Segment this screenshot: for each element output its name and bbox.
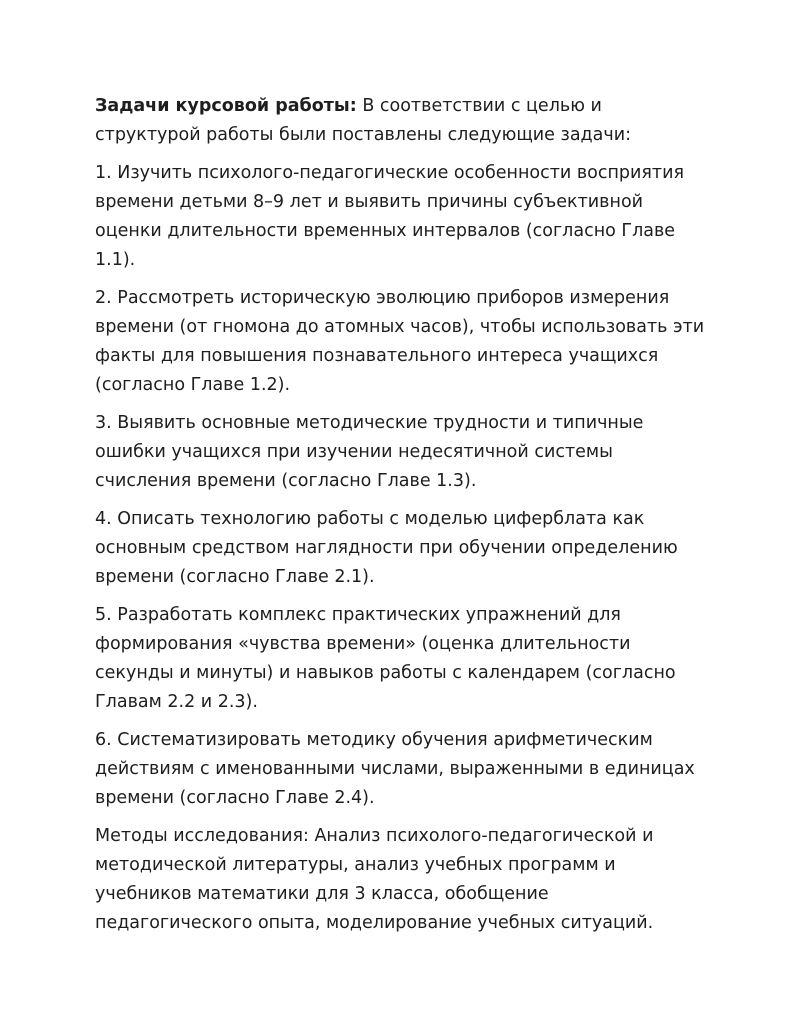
- task-item-4: 4. Описать технологию работы с моделью циферблата как основным средством наглядности при обучении определению времени (согласно Главе 2.1).: [95, 509, 678, 587]
- methods-paragraph: Методы исследования: Анализ психолого-педагогической и методической литературы, анализ учебных программ и учебников математики для 3 класса, обобщение педагогического опыта, моделирование учебных ситуаций.: [95, 826, 654, 933]
- intro-paragraph: [95, 92, 710, 150]
- task-item-5: 5. Разработать комплекс практических упражнений для формирования «чувства времени» (оценка длительности секунды и минуты) и навыков работы с календарем (согласно Главам 2.2 и 2.3).: [95, 605, 676, 712]
- task-item-2: 2. Рассмотреть историческую эволюцию приборов измерения времени (от гномона до атомных часов), чтобы использовать эти факты для повышения познавательного интереса учащихся (согласно Главе 1.2).: [95, 288, 705, 395]
- task-item-3: 3. Выявить основные методические трудности и типичные ошибки учащихся при изучении недесятичной системы счисления времени (согласно Главе 1.3).: [95, 413, 644, 491]
- task-item-1: 1. Изучить психолого-педагогические особенности восприятия времени детьми 8–9 лет и выявить причины субъективной оценки длительности временных интервалов (согласно Главе 1.1).: [95, 163, 685, 270]
- document-page: [95, 92, 710, 947]
- tasks-heading: Задачи курсовой работы:: [95, 96, 357, 116]
- intro-text: В соответствии с целью и структурой работы были поставлены следующие задачи:: [95, 96, 631, 145]
- task-item-6: 6. Систематизировать методику обучения арифметическим действиям с именованными числами, выраженными в единицах времени (согласно Главе 2.4).: [95, 730, 695, 808]
